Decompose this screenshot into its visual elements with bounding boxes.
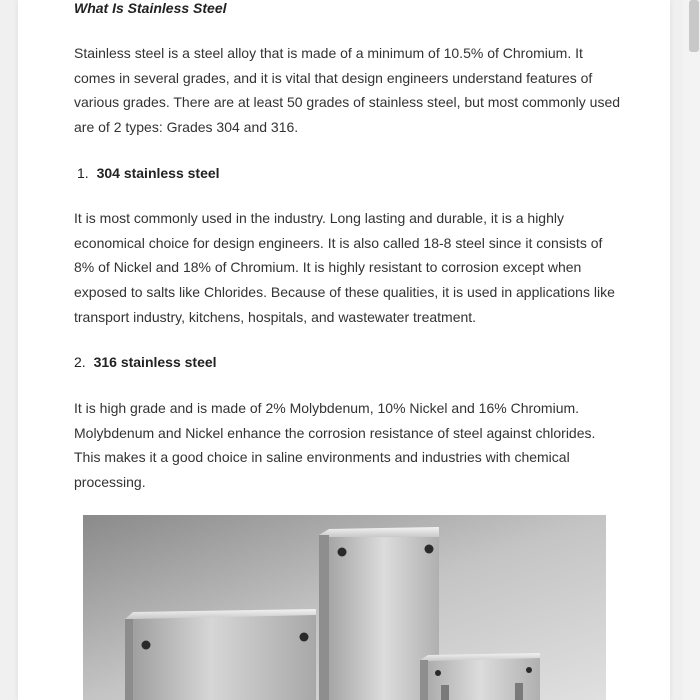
paragraph-316: It is high grade and is made of 2% Molybdenum, 10% Nickel and 16% Chromium. Molybdenum and Nickel enhance the corrosion resistance of steel against chlorides. This makes it a good choice in saline environments and industries with chemical processing. bbox=[74, 400, 596, 491]
list-item-316 bbox=[74, 354, 217, 370]
scrollbar-thumb[interactable] bbox=[689, 0, 699, 52]
stainless-enclosures-image bbox=[83, 515, 606, 700]
list-item-304 bbox=[77, 165, 220, 181]
small-enclosure bbox=[420, 653, 540, 700]
list-number: 1. bbox=[77, 165, 89, 181]
paragraph-304: It is most commonly used in the industry. Long lasting and durable, it is a highly economical choice for design engineers. It is also called 18-8 steel since it consists of 8% of Nickel and 18% of Chromium. It is highly resistant to corrosion except when exposed to salts like Chlorides. Because of these qualities, it is used in applications like transport industry, kitchens, hospitals, and wastewater treatment. bbox=[74, 210, 615, 325]
article-page bbox=[18, 0, 670, 700]
article-heading: What Is Stainless Steel bbox=[74, 0, 227, 16]
left-enclosure bbox=[125, 609, 316, 700]
scrollbar[interactable] bbox=[683, 0, 700, 700]
list-label: 316 stainless steel bbox=[93, 354, 217, 370]
list-label: 304 stainless steel bbox=[96, 165, 220, 181]
list-number: 2. bbox=[74, 354, 86, 370]
intro-paragraph: Stainless steel is a steel alloy that is made of a minimum of 10.5% of Chromium. It comes in several grades, and it is vital that design engineers understand features of various grades. There are at least 50 grades of stainless steel, but most commonly used are of 2 types: Grades 304 and 316. bbox=[74, 45, 621, 136]
